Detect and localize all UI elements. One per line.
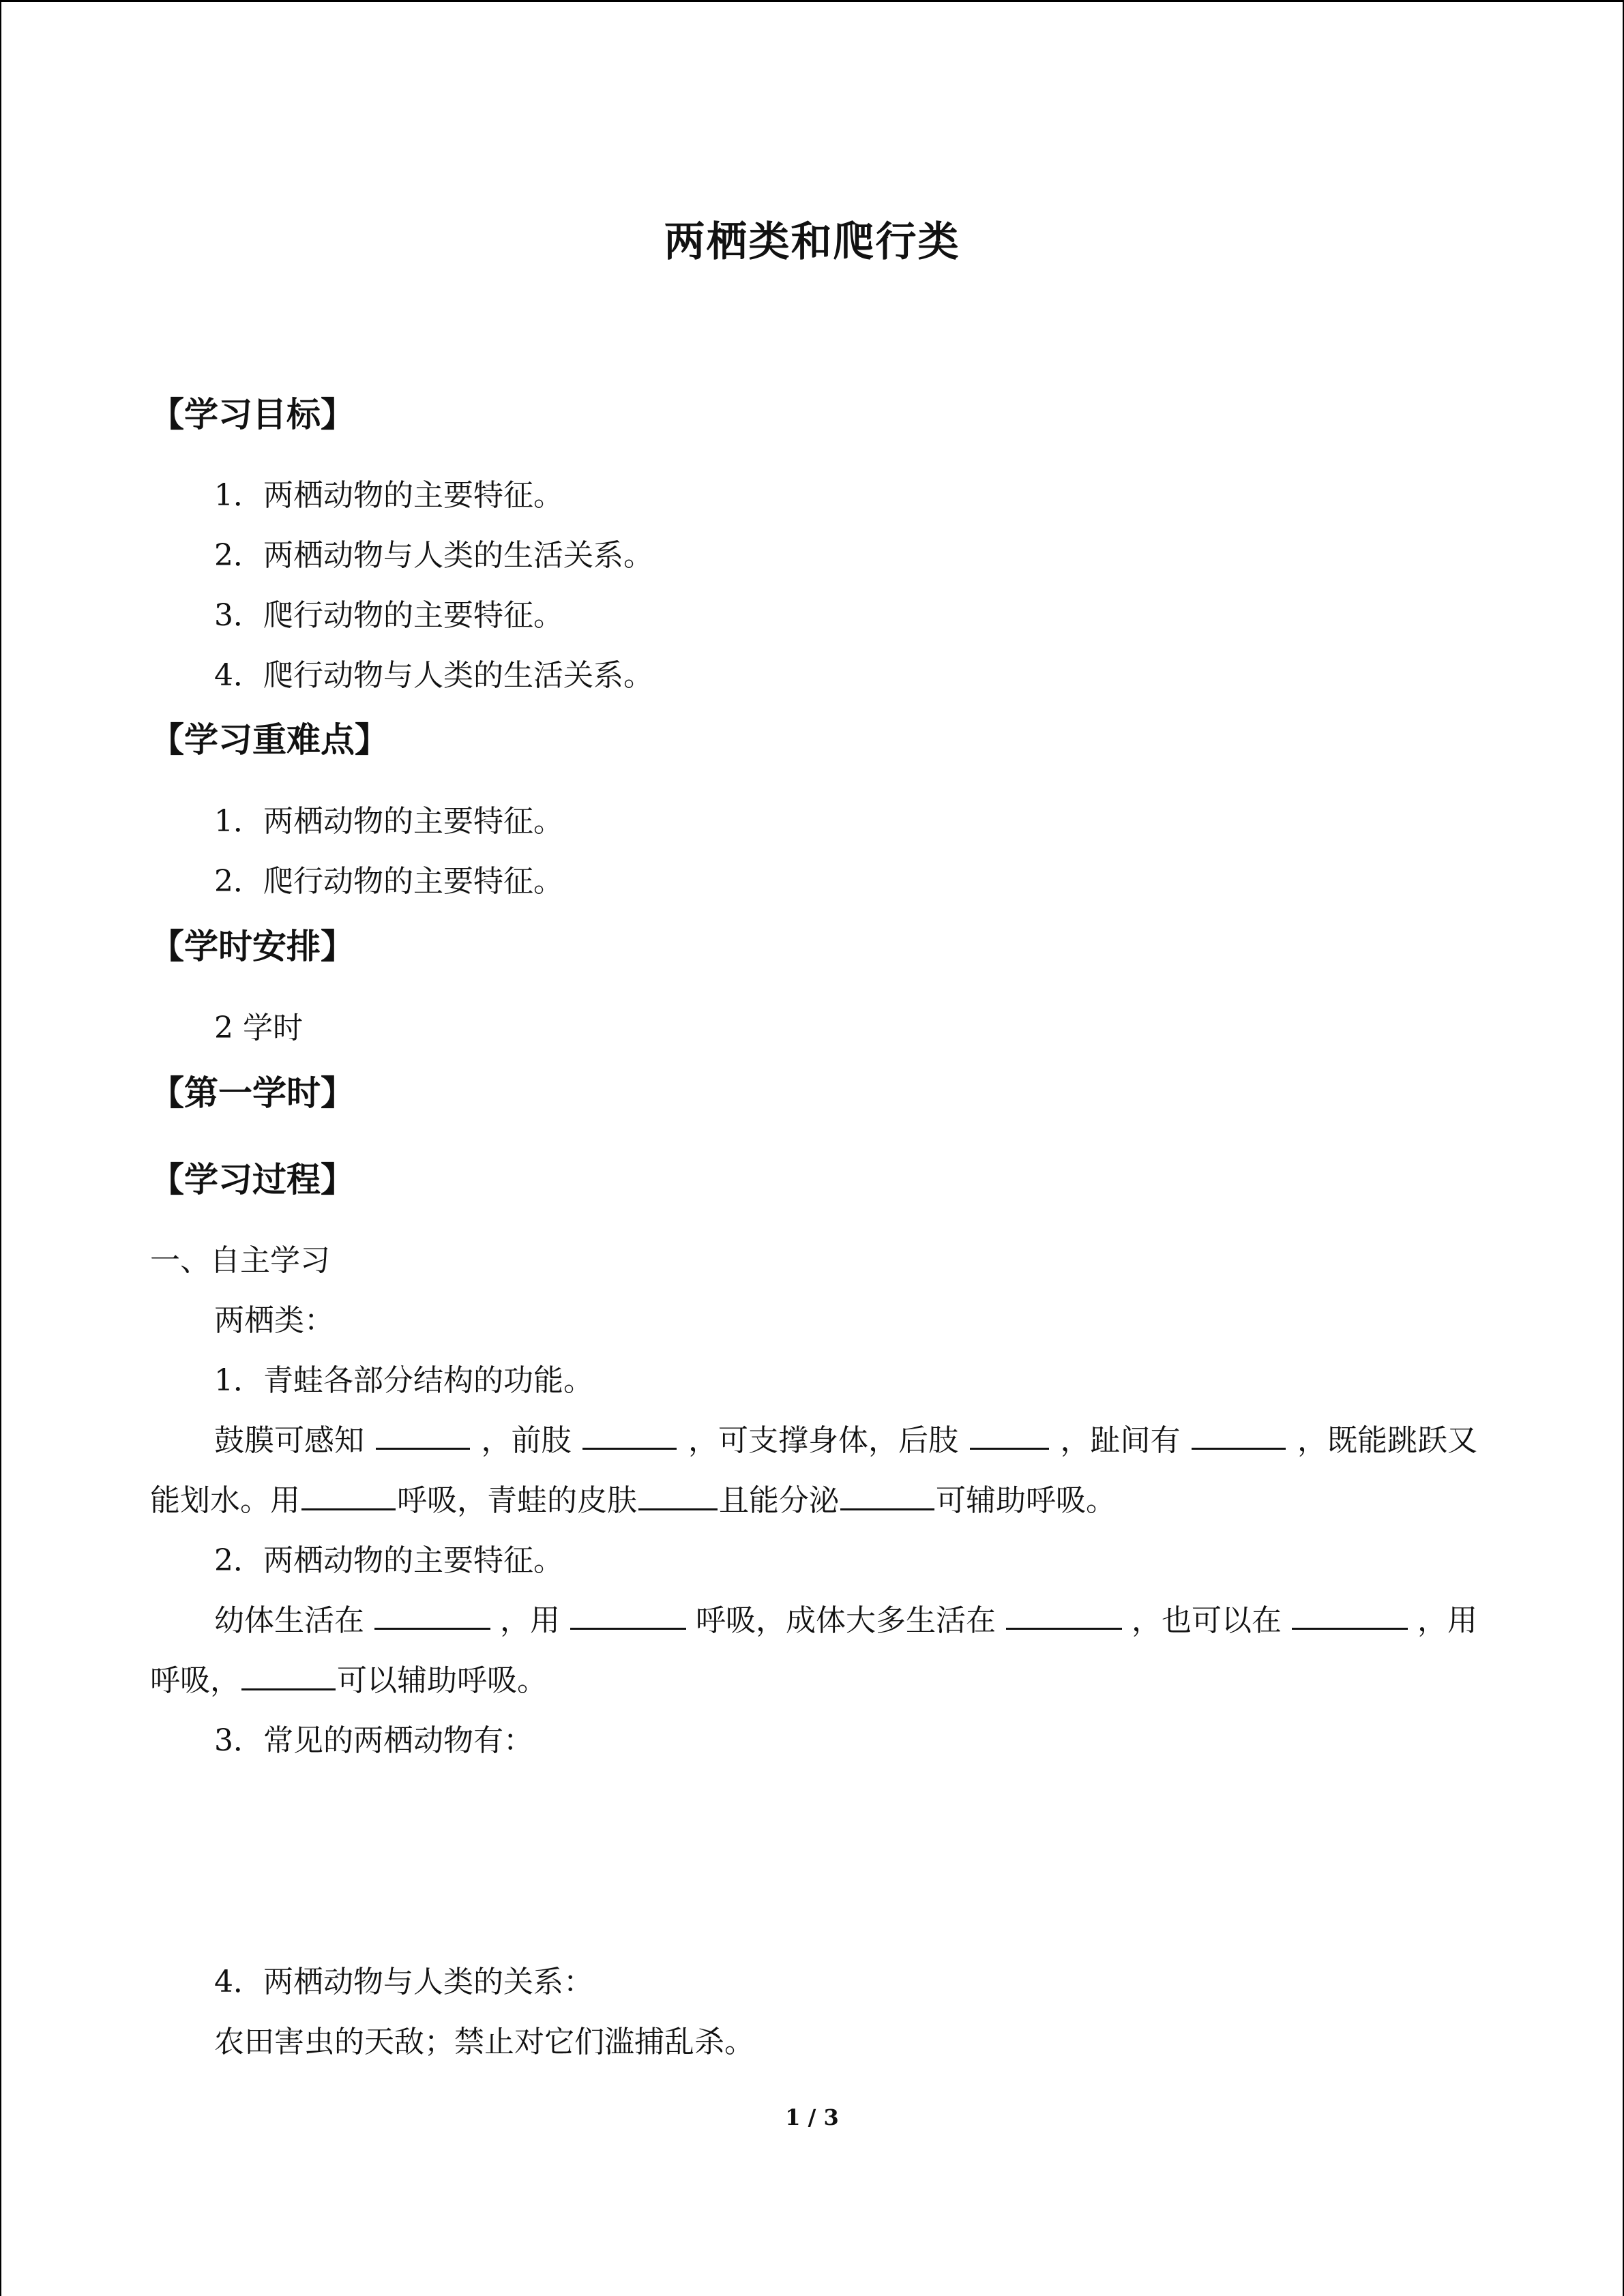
question-3-title: 3．常见的两栖动物有： [214,1723,533,1758]
q2-text-d: ，也可以在 [1132,1603,1282,1638]
page-number: 1 / 3 [785,2104,839,2130]
q1-text-h: 且能分泌 [719,1483,839,1518]
answer-blank[interactable] [376,1420,470,1450]
question-2-line-1 [214,1600,1477,1641]
answer-blank[interactable] [1192,1420,1286,1450]
heading-process: 【学习过程】 [150,1160,355,1199]
q1-text-e: ，既能跳跃又 [1297,1423,1477,1458]
q1-text-c: ，可支撑身体，后肢 [688,1423,958,1458]
q2-text-f: 呼吸， [150,1663,240,1698]
part-self-study: 一、自主学习 [150,1243,330,1278]
answer-blank[interactable] [638,1481,718,1510]
q2-text-g: 可以辅助呼吸。 [337,1663,547,1698]
answer-blank[interactable] [1006,1600,1122,1630]
objective-item-3: 3．爬行动物的主要特征。 [214,598,563,633]
key-point-item-1: 1．两栖动物的主要特征。 [214,804,563,839]
objective-item-4: 4．爬行动物与人类的生活关系。 [214,658,653,693]
q2-text-a: 幼体生活在 [214,1603,364,1638]
answer-blank[interactable] [1292,1600,1408,1630]
answer-blank[interactable] [970,1420,1049,1450]
page-title: 两栖类和爬行类 [664,218,960,266]
q2-text-b: ，用 [500,1603,560,1638]
q1-text-i: 可辅助呼吸。 [936,1483,1116,1518]
answer-blank[interactable] [374,1600,490,1630]
q1-text-b: ，前肢 [481,1423,572,1458]
answer-blank[interactable] [570,1600,686,1630]
q2-text-e: ，用 [1417,1603,1477,1638]
key-point-item-2: 2．爬行动物的主要特征。 [214,864,563,899]
answer-blank[interactable] [301,1481,396,1510]
schedule-text: 2 学时 [214,1011,303,1045]
q1-text-g: 呼吸，青蛙的皮肤 [397,1483,637,1518]
question-1-line-1 [214,1420,1477,1461]
answer-blank[interactable] [840,1481,934,1510]
question-4-title: 4．两栖动物与人类的关系： [214,1965,593,1999]
objective-item-2: 2．两栖动物与人类的生活关系。 [214,538,653,573]
q1-text-a: 鼓膜可感知 [214,1423,364,1458]
amphibians-label: 两栖类： [214,1303,334,1338]
q1-text-d: ，趾间有 [1060,1423,1181,1458]
heading-schedule: 【学时安排】 [150,927,355,966]
q1-text-f: 能划水。用 [150,1483,300,1518]
answer-blank[interactable] [582,1420,677,1450]
heading-key-points: 【学习重难点】 [150,720,389,760]
question-1-title: 1．青蛙各部分结构的功能。 [214,1363,593,1398]
heading-objectives: 【学习目标】 [150,395,355,434]
heading-first-period: 【第一学时】 [150,1073,355,1113]
question-4-answer: 农田害虫的天敌；禁止对它们滥捕乱杀。 [214,2025,754,2059]
question-1-line-2 [150,1480,1116,1521]
q2-text-c: 呼吸，成体大多生活在 [696,1603,996,1638]
question-2-line-2 [150,1660,547,1701]
question-2-title: 2．两栖动物的主要特征。 [214,1543,563,1578]
answer-blank[interactable] [241,1661,336,1690]
objective-item-1: 1．两栖动物的主要特征。 [214,478,563,513]
